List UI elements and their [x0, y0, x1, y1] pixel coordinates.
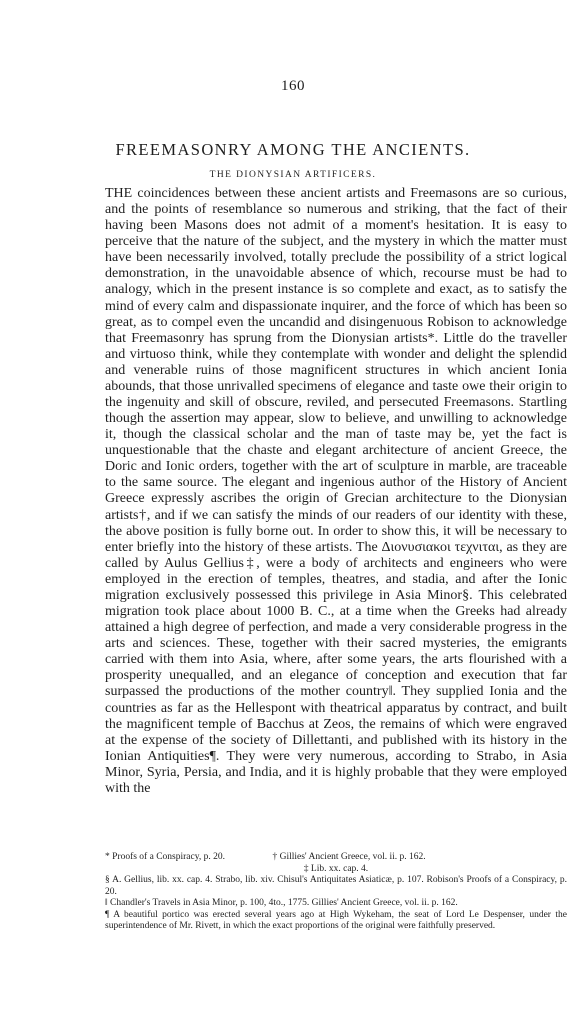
footnote-line-1: * Proofs of a Conspiracy, p. 20. † Gillies' Ancient Greece, vol. ii. p. 162. [105, 852, 426, 862]
footnote-line-4: ‖ Chandler's Travels in Asia Minor, p. 100, 4to., 1775. Gillies' Ancient Greece, vol. ii. p. 162. [105, 898, 458, 908]
footnotes [105, 852, 567, 933]
page-title: FREEMASONRY AMONG THE ANCIENTS. [115, 140, 471, 159]
footnote-line-3: § A. Gellius, lib. xx. cap. 4. Strabo, lib. xiv. Chisul's Antiquitates Asiaticæ, p. 107. Robison's Proofs of a Conspiracy, p. 20. [105, 875, 567, 897]
page-number: 160 [281, 78, 305, 94]
section-title: THE DIONYSIAN ARTIFICERS. [209, 170, 377, 180]
footnote-line-2: ‡ Lib. xx. cap. 4. [303, 863, 369, 874]
footnote-line-5: ¶ A beautiful portico was erected several years ago at High Wykeham, the seat of Lord Le Despenser, under the superintendence of Mr. Rivett, in which the exact proportions of the original were faithfully preserved. [105, 909, 567, 931]
body-text: THE coincidences between these ancient artists and Freemasons are so curious, and the points of resemblance so numerous and striking, that the fact of their having been Masons does not admit of a moment's hesitation. It is easy to perceive that the nature of the subject, and the mystery in which the matter must have been necessarily involved, totally preclude the possibility of a strict logical demonstration, in the unavoidable absence of which, recourse must be had to analogy, which in the present instance is so complete and exact, as to satisfy the mind of every calm and dispassionate inquirer, and the force of which has been so great, as to compel even the uncandid and disingenuous Robison to acknowledge that Freemasonry has sprung from the Dionysian artists*. Little do the traveller and virtuoso think, while they contemplate with wonder and delight the splendid and venerable ruins of those magnificent structures in which ancient Ionia abounds, that those unrivalled specimens of elegance and taste owe their origin to the ingenuity and skill of obscure, reviled, and persecuted Freemasons. Startling though the assertion may appear, slow to believe, and unwilling to acknowledge it, though the classical scholar and the man of taste may be, yet the fact is unquestionable that the chaste and elegant architecture of ancient Greece, the Doric and Ionic orders, together with the art of sculpture in marble, are traceable to the same source. The elegant and ingenious author of the History of Ancient Greece expressly ascribes the origin of Grecian architecture to the Dionysian artists†, and if we can satisfy the minds of our readers of our identity with these, the above position is fully borne out. In order to show this, it will be necessary to enter briefly into the history of these artists. The Διονυσιακοι τεχνιται, as they are called by Aulus Gellius‡, were a body of architects and engineers who were employed in the erection of temples, theatres, and stadia, and after the Ionic migration exclusively possessed this privilege in Asia Minor§. This celebrated migration took place about 1000 B. C., at a time when the Greeks had already attained a high degree of perfection, and made a very considerable progress in the arts and sciences. These, together with their sacred mysteries, the emigrants carried with them into Asia, where, after some years, the arts flourished with a prosperity unequalled, and an elegance of conception and execution that far surpassed the productions of the mother country‖. They supplied Ionia and the countries as far as the Hellespont with theatrical apparatus by contract, and built the magnificent temple of Bacchus at Zeos, the remains of which were engraved at the expense of the society of Dillettanti, and published with its history in the Ionian Antiquities¶. They were very numerous, according to Strabo, in Asia Minor, Syria, Persia, and India, and it is highly probable that they were employed with the [105, 186, 567, 796]
